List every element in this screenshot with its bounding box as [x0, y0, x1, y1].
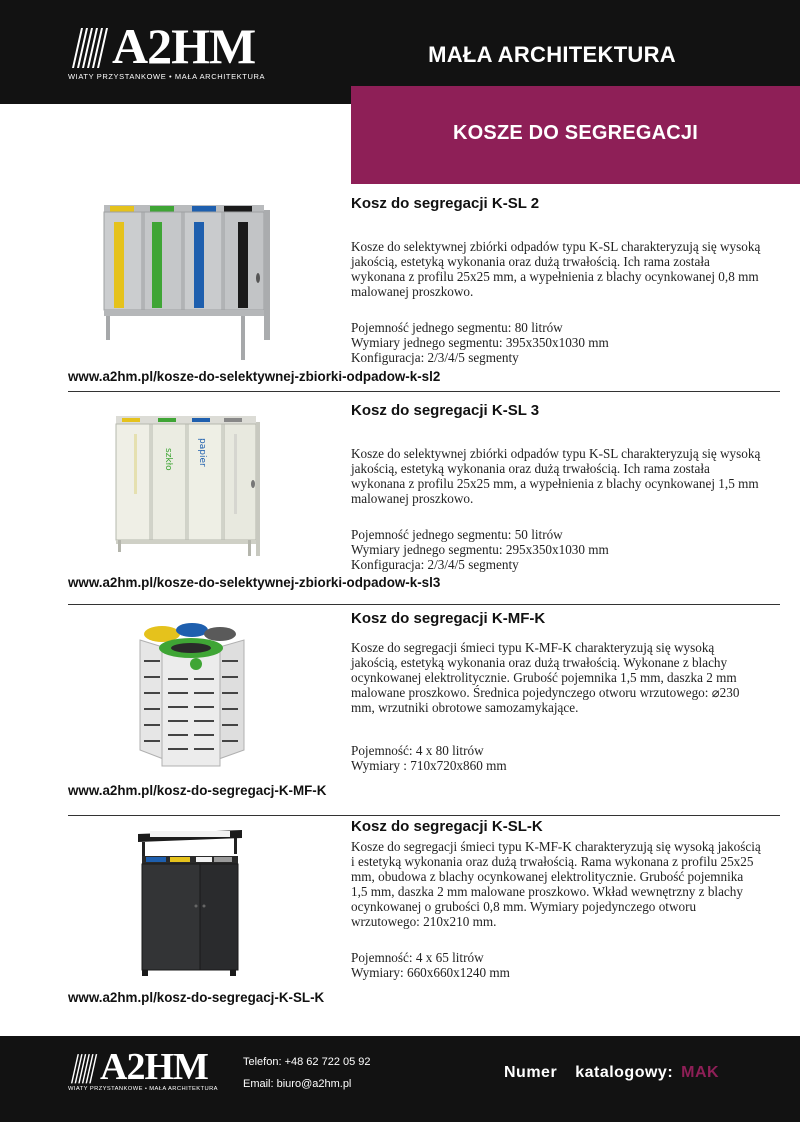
product-link[interactable]: www.a2hm.pl/kosz-do-segregacj-K-SL-K [68, 990, 325, 1005]
section-title: MAŁA ARCHITEKTURA [428, 42, 676, 67]
footer-logo[interactable] [68, 1046, 218, 1096]
product-link[interactable]: www.a2hm.pl/kosze-do-selektywnej-zbiorki-odpadow-k-sl3 [68, 575, 441, 590]
catalog-code: MAK [681, 1064, 720, 1081]
product-link[interactable]: www.a2hm.pl/kosze-do-selektywnej-zbiorki-odpadow-k-sl2 [68, 369, 441, 384]
spec-dimensions: Wymiary jednego segmentu: 295x350x1030 mm [351, 542, 609, 557]
product-image-k-mf-k [132, 620, 250, 772]
opening-blue [192, 206, 216, 212]
footer [0, 1036, 800, 1122]
product-description: Kosze do selektywnej zbiórki odpadów typu K-SL charakteryzują się wysoką jakością, estetyką wykonania oraz dużą trwałością. Ich rama została wykonana z profilu 25x25 mm, a wypełnienia z blachy ocynkowanej 1,5 mm malowanej proszkowo. [351, 446, 761, 506]
product-image-k-sl-2 [100, 200, 270, 365]
product-specs [351, 320, 761, 365]
product-description: Kosze do segregacji śmieci typu K-MF-K charakteryzują się wysoką jakością i estetyką wykonania oraz dużą trwałością. Rama wykonana z profilu 25x25 mm, obudowa z blachy ocynkowanej elektrolitycznie. Grubość pojemnika 1,5 mm, daszka 2 mm malowane proszkowo. Wkład wewnętrzny z blachy ocynkowanej o grubości 0,8 mm. Wymiary pojedynczego otworu wrzutowego: 210x210 mm. [351, 839, 761, 929]
product-description: Kosze do segregacji śmieci typu K-MF-K charakteryzują się wysoką jakością, estetyką wykonania oraz dużą trwałością. Wykonane z blachy ocynkowanej elektrolitycznie. Grubość pojemnika 1,5 mm, daszka 2 mm malowane proszkowo. Średnica pojedynczego otworu wrzutowego: ⌀230 mm, wrzutniki obrotowe samozamykające. [351, 640, 740, 715]
catalog-label-word1: Numer [504, 1064, 558, 1081]
divider [68, 391, 780, 392]
bin-label-glass: szkło [163, 448, 173, 471]
spec-dimensions: Wymiary jednego segmentu: 395x350x1030 mm [351, 335, 609, 350]
product-title: Kosz do segregacji K-MF-K [351, 610, 546, 627]
product-image-k-sl-k [134, 826, 246, 980]
spec-capacity: Pojemność: 4 x 80 litrów [351, 743, 484, 758]
spec-capacity: Pojemność: 4 x 65 litrów [351, 950, 484, 965]
product-specs [351, 950, 761, 980]
product-title: Kosz do segregacji K-SL 2 [351, 195, 540, 212]
product-specs [351, 743, 761, 773]
logo-wordmark: A2HM [100, 1046, 208, 1088]
brand-logo[interactable] [68, 18, 272, 86]
spec-configuration: Konfiguracja: 2/3/4/5 segmenty [351, 557, 519, 572]
logo-wordmark: A2HM [112, 18, 256, 74]
spec-capacity: Pojemność jednego segmentu: 50 litrów [351, 527, 563, 542]
logo-tagline: WIATY PRZYSTANKOWE • MAŁA ARCHITEKTURA [68, 1086, 218, 1092]
divider [68, 604, 780, 605]
opening-black [224, 206, 252, 212]
contact-email[interactable]: Email: biuro@a2hm.pl [243, 1078, 352, 1090]
opening-yellow [110, 206, 134, 212]
product-title: Kosz do segregacji K-SL 3 [351, 402, 540, 419]
spec-capacity: Pojemność jednego segmentu: 80 litrów [351, 320, 563, 335]
spec-dimensions: Wymiary : 710x720x860 mm [351, 758, 507, 773]
divider [68, 815, 780, 816]
catalog-label-word2: katalogowy: [575, 1064, 674, 1081]
product-title: Kosz do segregacji K-SL-K [351, 818, 543, 835]
product-description: Kosze do selektywnej zbiórki odpadów typu K-SL charakteryzują się wysoką jakością, estetyką wykonania oraz dużą trwałością. Ich rama została wykonana z profilu 25x25 mm, a wypełnienia z blachy ocynkowanej 0,8 mm malowanej proszkowo. [351, 239, 761, 299]
spec-configuration: Konfiguracja: 2/3/4/5 segmenty [351, 350, 519, 365]
spec-dimensions: Wymiary: 660x660x1240 mm [351, 965, 510, 980]
bin-label-paper: papier [197, 438, 207, 467]
product-specs [351, 527, 761, 572]
subsection-title: KOSZE DO SEGREGACJI [453, 122, 698, 144]
product-link[interactable]: www.a2hm.pl/kosz-do-segregacj-K-MF-K [68, 783, 327, 798]
logo-tagline: WIATY PRZYSTANKOWE • MAŁA ARCHITEKTURA [68, 72, 266, 81]
opening-green [150, 206, 174, 212]
product-image-k-sl-3 [112, 414, 262, 560]
catalog-number [504, 1064, 719, 1082]
contact-phone[interactable]: Telefon: +48 62 722 05 92 [243, 1056, 371, 1068]
